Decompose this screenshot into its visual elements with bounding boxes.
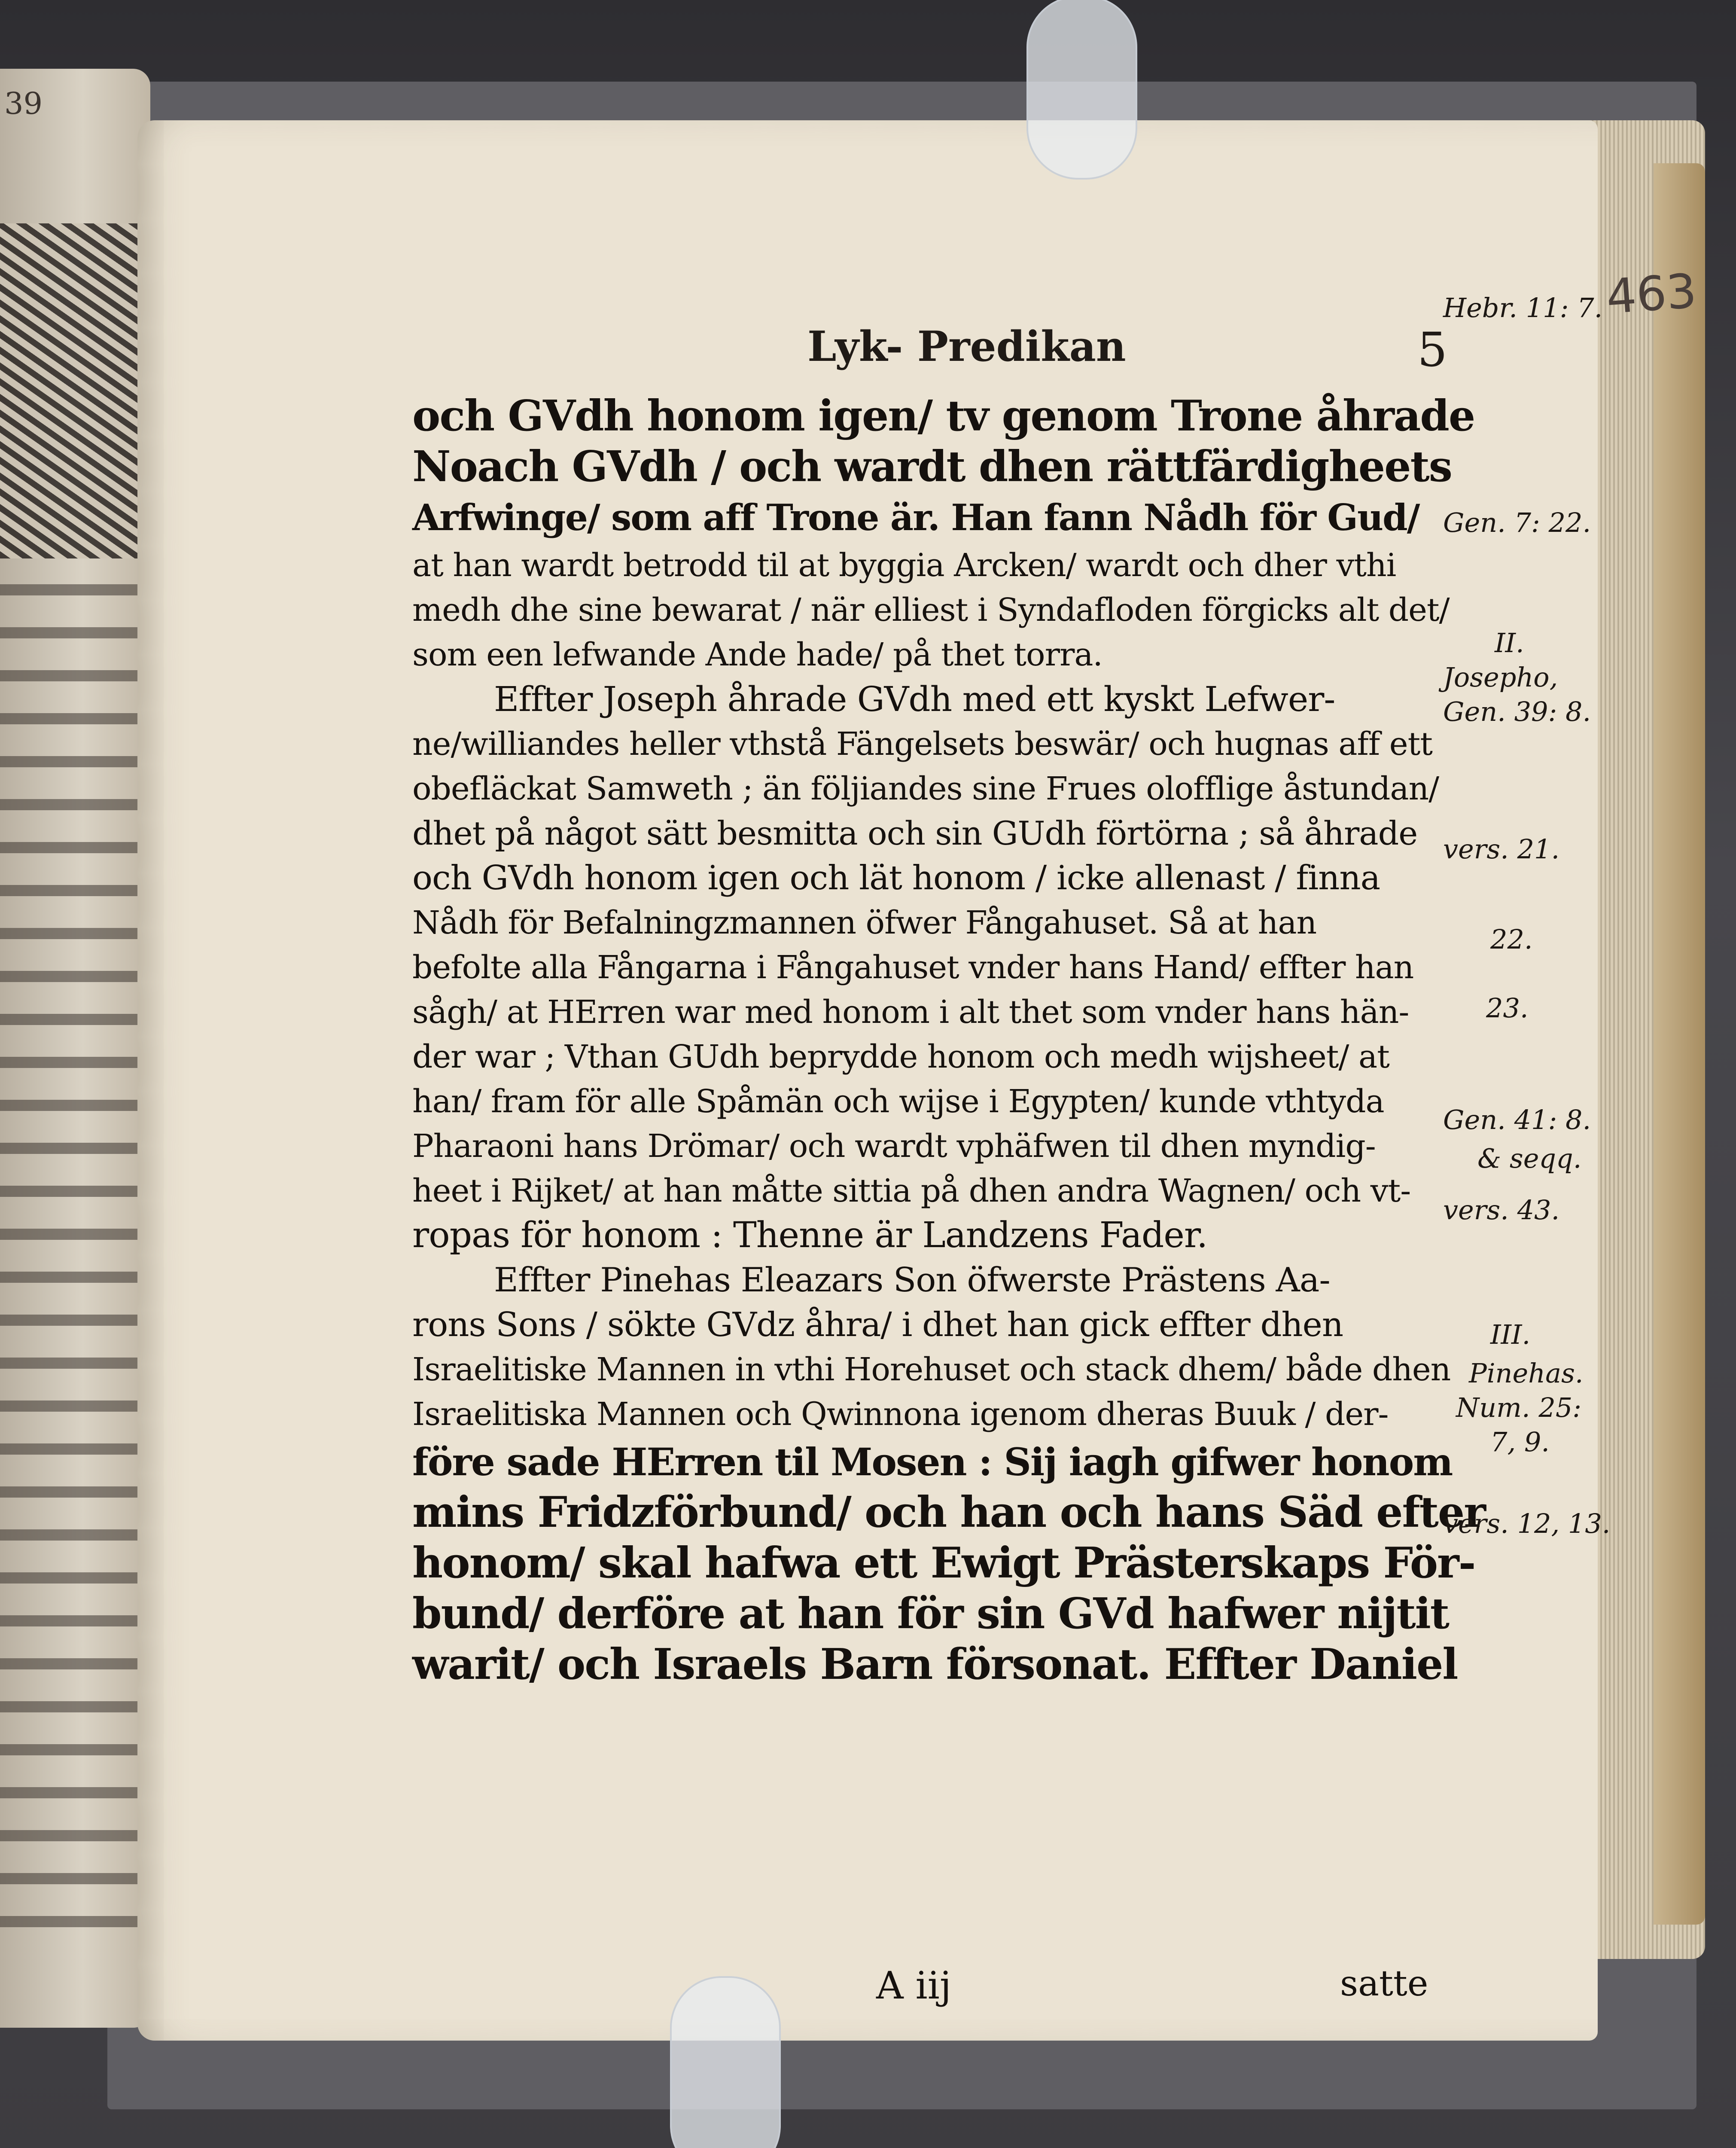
text-line: dhet på något sätt besmitta och sin GUdh förtörna ; så åhrade xyxy=(412,814,1418,852)
running-head: Lyk- Predikan xyxy=(807,322,1126,371)
text-line: Effter Joseph åhrade GVdh med ett kyskt Lefwer- xyxy=(494,679,1335,719)
margin-note: 22. xyxy=(1490,924,1533,955)
text-line: Nådh för Befalningzmannen öfwer Fångahuset. Så at han xyxy=(412,904,1317,941)
margin-note: vers. 43. xyxy=(1443,1194,1560,1226)
text-line: Pharaoni hans Drömar/ och wardt vphäfwen til dhen myndig- xyxy=(412,1128,1376,1165)
page-number: 5 xyxy=(1417,322,1447,377)
text-line: Arfwinge/ som aff Trone är. Han fann Nådh för Gud/ xyxy=(412,496,1419,539)
left-page-folio: 39 xyxy=(4,86,43,121)
margin-note: III. xyxy=(1490,1319,1531,1350)
margin-note: Num. 25: xyxy=(1456,1392,1582,1423)
text-line: sågh/ at HErren war med honom i alt thet som vnder hans hän- xyxy=(412,994,1409,1031)
text-line: honom/ skal hafwa ett Ewigt Prästerskaps För- xyxy=(412,1538,1475,1588)
text-line: der war ; Vthan GUdh beprydde honom och medh wijsheet/ at xyxy=(412,1038,1389,1075)
margin-note: 23. xyxy=(1486,992,1529,1024)
text-line: warit/ och Israels Barn försonat. Effter Daniel xyxy=(412,1640,1458,1689)
text-line: Noach GVdh / och wardt dhen rättfärdigheets xyxy=(412,442,1452,491)
left-page xyxy=(0,69,150,2028)
margin-note: Gen. 7: 22. xyxy=(1443,507,1591,538)
text-line: och GVdh honom igen/ tv genom Trone åhrade xyxy=(412,391,1475,441)
text-line: medh dhe sine bewarat / när elliest i Syndafloden förgicks alt det/ xyxy=(412,592,1450,629)
text-line: heet i Rijket/ at han måtte sittia på dhen andra Wagnen/ och vt- xyxy=(412,1172,1411,1209)
text-line: rons Sons / sökte GVdz åhra/ i dhet han gick effter dhen xyxy=(412,1306,1343,1344)
text-line: at han wardt betrodd til at byggia Arcken/ wardt och dher vthi xyxy=(412,547,1396,584)
text-line: Israelitiske Mannen in vthi Horehuset och stack dhem/ både dhen xyxy=(412,1351,1451,1388)
woodcut-ornament xyxy=(0,223,142,558)
signature-mark: A iij xyxy=(876,1963,952,2008)
text-line: bund/ derföre at han för sin GVd hafwer nijtit xyxy=(412,1589,1449,1638)
text-line: obefläckat Samweth ; än följiandes sine Frues olofflige åstundan/ xyxy=(412,770,1439,807)
margin-note: Pinehas. xyxy=(1469,1358,1584,1389)
margin-note: Gen. 39: 8. xyxy=(1443,696,1591,727)
page-clip-top xyxy=(1026,0,1137,180)
body-text xyxy=(412,391,1485,1690)
margin-note: Gen. 41: 8. xyxy=(1443,1104,1591,1135)
margin-note: vers. 12, 13. xyxy=(1443,1508,1611,1539)
margin-note: & seqq. xyxy=(1477,1143,1582,1174)
page-clip-bottom xyxy=(670,1976,781,2148)
text-line: som een lefwande Ande hade/ på thet torra. xyxy=(412,636,1103,673)
margin-note: 7, 9. xyxy=(1490,1426,1550,1458)
text-line: ne/williandes heller vthstå Fängelsets beswär/ och hugnas aff ett xyxy=(412,726,1433,763)
right-page xyxy=(137,120,1699,2041)
text-line: före sade HErren til Mosen : Sij iagh gifwer honom xyxy=(412,1440,1453,1484)
left-page-text-lines xyxy=(0,584,146,1959)
text-line: Effter Pinehas Eleazars Son öfwerste Prästens Aa- xyxy=(494,1261,1330,1300)
margin-note: II. xyxy=(1495,627,1524,659)
text-line: Israelitiska Mannen och Qwinnona igenom dheras Buuk / der- xyxy=(412,1396,1389,1433)
margin-note: Josepho, xyxy=(1443,662,1558,693)
margin-note: Hebr. 11: 7. xyxy=(1443,292,1603,323)
text-line: befolte alla Fångarna i Fångahuset vnder hans Hand/ effter han xyxy=(412,949,1414,986)
text-line: ropas för honom : Thenne är Landzens Fader. xyxy=(412,1215,1208,1256)
margin-note: vers. 21. xyxy=(1443,833,1560,865)
handwritten-folio: 463 xyxy=(1604,263,1699,325)
text-line: han/ fram för alle Spåmän och wijse i Egypten/ kunde vthtyda xyxy=(412,1083,1384,1120)
text-line: mins Fridzförbund/ och han och hans Säd efter xyxy=(412,1488,1485,1537)
text-line: och GVdh honom igen och lät honom / icke allenast / finna xyxy=(412,859,1380,897)
catchword: satte xyxy=(1340,1963,1428,2004)
